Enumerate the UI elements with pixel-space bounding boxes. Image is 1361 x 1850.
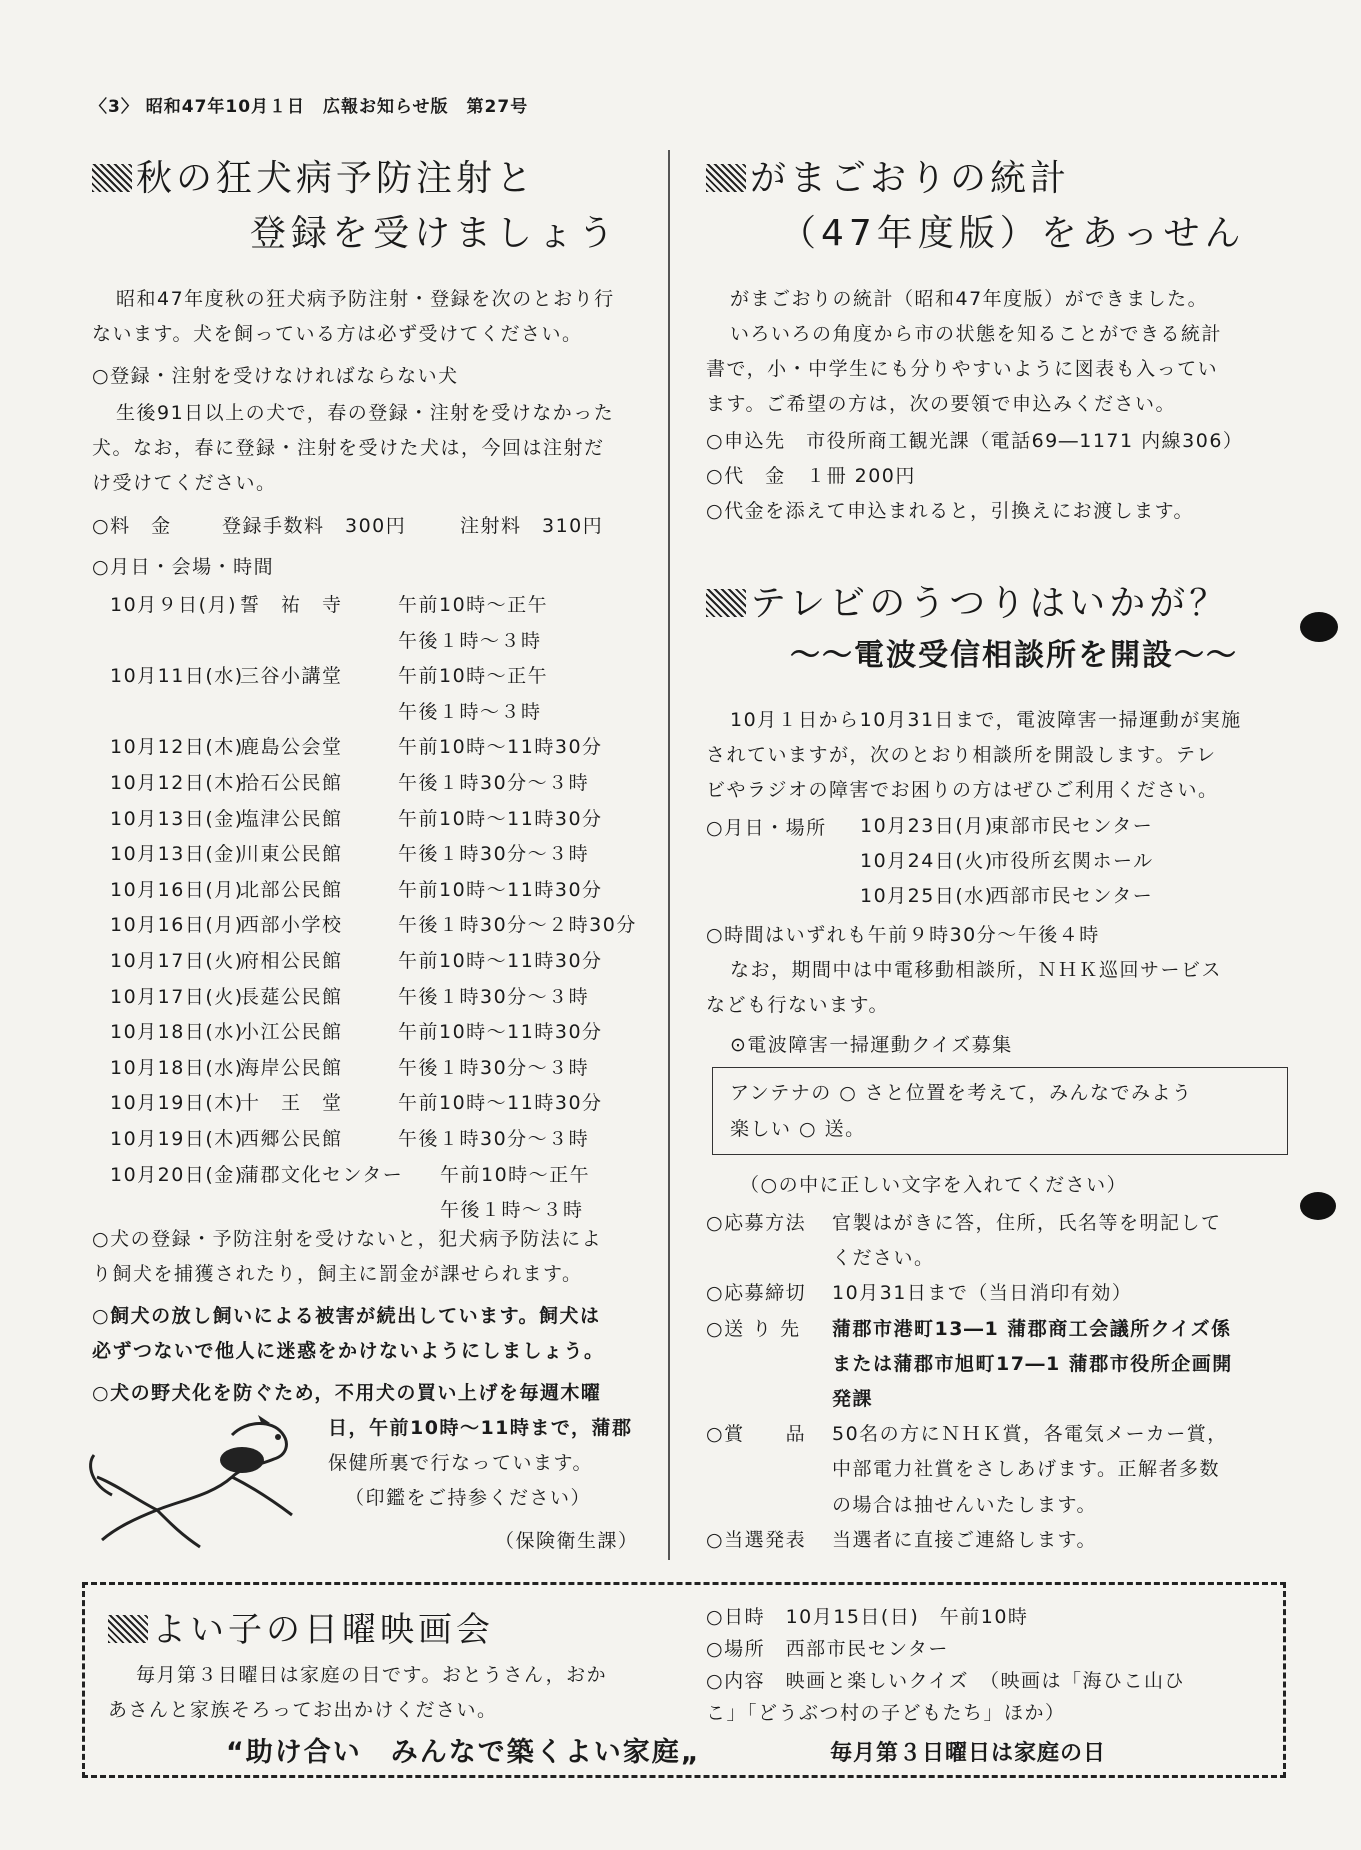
movie-when: ○日時 10月15日(日) 午前10時 [706, 1606, 1029, 1628]
tv-p1: 10月１日から10月31日まで，電波障害一掃運動が実施 [730, 709, 1242, 731]
schedule-place: 小江公民館 [240, 1021, 343, 1044]
tv-detail-text: の場合は抽せんいたします。 [832, 1493, 1097, 1516]
schedule-place: 府相公民館 [240, 950, 343, 972]
ink-blot [1300, 612, 1338, 642]
schedule-place: 塩津公民館 [240, 807, 343, 830]
rabies-fee-registration: 登録手数料 300円 [222, 515, 407, 537]
tv-time: ○時間はいずれも午前９時30分～午後４時 [706, 924, 1100, 946]
schedule-time: 午後１時30分～２時30分 [398, 914, 637, 937]
tv-detail-text: 蒲郡市港町13―1 蒲郡商工会議所クイズ係 [832, 1317, 1232, 1340]
rabies-fee-label: ○料 金 [92, 515, 172, 537]
tv-venue-place: 市役所玄関ホール [990, 850, 1154, 872]
tv-detail-label: ○送 り 先 [706, 1317, 801, 1340]
stats-payment: ○代金を添えて申込まれると，引換えにお渡します。 [706, 500, 1195, 522]
stats-price: ○代 金 １冊 200円 [706, 465, 916, 487]
rabies-note3-a: ○犬の野犬化を防ぐため，不用犬の買い上げを毎週木曜 [92, 1382, 602, 1404]
movie-title: よい子の日曜映画会 [108, 1602, 494, 1651]
tv-detail-text: または蒲郡市旭町17―1 蒲郡市役所企画開 [832, 1352, 1233, 1375]
rabies-note3-d: （印鑑をご持参ください） [345, 1487, 592, 1509]
tv-detail-text: 10月31日まで（当日消印有効） [832, 1282, 1133, 1305]
schedule-place: 三谷小講堂 [240, 665, 343, 688]
schedule-date: 10月16日(月) [110, 878, 244, 901]
schedule-date: 10月16日(月) [110, 914, 244, 937]
schedule-place: 海岸公民館 [240, 1056, 343, 1079]
tv-quiz-hint: （○の中に正しい文字を入れてください） [740, 1174, 1128, 1196]
stats-apply: ○申込先 市役所商工観光課（電話69―1171 内線306） [706, 430, 1244, 452]
schedule-place: 拾石公民館 [240, 772, 343, 794]
stats-p4: ます。ご希望の方は，次の要領で申込みください。 [706, 393, 1176, 415]
schedule-time: 午前10時～11時30分 [398, 807, 603, 830]
rabies-note1-b: り飼犬を捕獲されたり，飼主に罰金が課せられます。 [92, 1263, 583, 1285]
rabies-note2-b: 必ずつないで他人に迷惑をかけないようにしましょう。 [92, 1340, 605, 1362]
rabies-title-line2: 登録を受けましょう [250, 213, 620, 254]
rabies-intro-1: 昭和47年度秋の狂犬病予防注射・登録を次のとおり行 [116, 288, 615, 310]
schedule-date: 10月18日(水) [110, 1056, 244, 1079]
movie-p2: あさんと家族そろってお出かけください。 [108, 1699, 498, 1721]
schedule-time: 午前10時～正午 [440, 1163, 591, 1186]
tv-note2: なども行ないます。 [706, 994, 889, 1016]
schedule-time: 午前10時～正午 [398, 594, 549, 616]
schedule-date: 10月13日(金) [110, 843, 244, 866]
schedule-time: 午後１時30分～３時 [398, 772, 590, 794]
schedule-time: 午後１時30分～３時 [398, 1056, 590, 1079]
heading-mark-icon [92, 164, 132, 192]
rabies-title-line1: 秋の狂犬病予防注射と [92, 150, 536, 201]
rabies-note2-a: ○飼犬の放し飼いによる被害が続出しています。飼犬は [92, 1305, 601, 1327]
tv-detail-label: ○賞 品 [706, 1423, 807, 1446]
schedule-place: 西郷公民館 [240, 1128, 343, 1150]
schedule-date: 10月17日(火) [110, 950, 244, 972]
tv-venue-place: 西部市民センター [990, 885, 1154, 907]
column-divider [668, 150, 670, 1560]
tv-quiz-line1: アンテナの ○ さと位置を考えて，みんなでみよう [730, 1082, 1193, 1104]
movie-slogan: “助け合い みんなで築くよい家庭„ [226, 1737, 701, 1768]
schedule-date: 10月19日(木) [110, 1092, 244, 1115]
tv-quiz-head: ⊙電波障害一掃運動クイズ募集 [730, 1034, 1013, 1056]
schedule-time: 午後１時30分～３時 [398, 843, 590, 866]
rabies-target-3: け受けてください。 [92, 472, 277, 494]
schedule-place: 蒲郡文化センター [240, 1163, 404, 1186]
schedule-date: 10月11日(水) [110, 665, 244, 688]
schedule-date: 10月18日(水) [110, 1021, 244, 1044]
stats-p3: 書で，小・中学生にも分りやすいように図表も入ってい [706, 358, 1219, 380]
schedule-date: 10月13日(金) [110, 807, 244, 830]
tv-detail-text: ください。 [832, 1247, 935, 1270]
schedule-date: 10月12日(木) [110, 736, 244, 759]
rabies-fee-injection: 注射料 310円 [460, 515, 604, 537]
schedule-time: 午後１時30分～３時 [398, 1128, 590, 1150]
schedule-time: 午後１時～３時 [440, 1199, 584, 1222]
schedule-place: 誓 祐 寺 [240, 594, 343, 616]
rabies-target-2: 犬。なお，春に登録・注射を受けた犬は，今回は注射だ [92, 437, 605, 459]
tv-detail-label: ○応募締切 [706, 1282, 807, 1305]
schedule-place: 長莚公民館 [240, 985, 343, 1008]
tv-detail-text: 官製はがきに答，住所，氏名等を明記して [832, 1212, 1222, 1234]
tv-title-line1: テレビのうつりはいかが？ [706, 575, 1229, 626]
tv-p3: ビやラジオの障害でお困りの方はぜひご利用ください。 [706, 779, 1219, 801]
schedule-time: 午前10時～11時30分 [398, 1092, 603, 1115]
stats-title-line2: （47年度版）をあっせん [780, 213, 1246, 254]
tv-detail-label: ○当選発表 [706, 1528, 807, 1551]
movie-content-2: こ」「どうぶつ村の子どもたち」ほか） [706, 1702, 1066, 1724]
page-header: 〈3〉 昭和47年10月１日 広報お知らせ版 第27号 [90, 97, 529, 117]
schedule-place: 西部小学校 [240, 914, 343, 937]
tv-place-label: ○月日・場所 [706, 817, 827, 839]
stats-title-line1: がまごおりの統計 [706, 150, 1070, 201]
tv-detail-text: 50名の方にＮＨＫ賞，各電気メーカー賞， [832, 1423, 1228, 1446]
schedule-date: 10月17日(火) [110, 985, 244, 1008]
schedule-time: 午前10時～11時30分 [398, 1021, 603, 1044]
schedule-time: 午後１時30分～３時 [398, 985, 590, 1008]
schedule-place: 鹿島公会堂 [240, 736, 343, 759]
heading-mark-icon [706, 589, 746, 617]
tv-venue-date: 10月25日(水) [860, 885, 994, 907]
schedule-time: 午後１時～３時 [398, 700, 542, 723]
schedule-time: 午前10時～11時30分 [398, 950, 603, 972]
tv-detail-text: 発課 [832, 1388, 874, 1410]
schedule-date: 10月19日(木) [110, 1128, 244, 1150]
movie-p1: 毎月第３日曜日は家庭の日です。おとうさん，おか [136, 1664, 608, 1686]
rabies-schedule-head: ○月日・会場・時間 [92, 556, 275, 578]
schedule-time: 午前10時～11時30分 [398, 736, 603, 759]
schedule-date: 10月20日(金) [110, 1163, 244, 1186]
tv-venue-date: 10月24日(火) [860, 850, 994, 872]
tv-detail-text: 中部電力社賞をさしあげます。正解者多数 [832, 1458, 1220, 1481]
rabies-department: （保険衛生課） [495, 1530, 639, 1552]
movie-where: ○場所 西部市民センター [706, 1638, 949, 1660]
tv-quiz-line2: 楽しい ○ 送。 [730, 1118, 866, 1140]
rabies-intro-2: ないます。犬を飼っている方は必ず受けてください。 [92, 323, 583, 345]
ink-blot [1300, 1192, 1336, 1220]
tv-venue-place: 東部市民センター [990, 815, 1154, 837]
schedule-time: 午後１時～３時 [398, 629, 542, 652]
heading-mark-icon [706, 164, 746, 192]
rabies-target-head: ○登録・注射を受けなければならない犬 [92, 365, 459, 387]
movie-content-1: ○内容 映画と楽しいクイズ （映画は「海ひこ山ひ [706, 1670, 1185, 1692]
tv-note1: なお，期間中は中電移動相談所，ＮＨＫ巡回サービス [730, 959, 1223, 981]
schedule-time: 午前10時～11時30分 [398, 878, 603, 901]
schedule-place: 十 王 堂 [240, 1092, 343, 1115]
rabies-note3-b: 日，午前10時～11時まで，蒲郡 [328, 1417, 633, 1439]
stats-p2: いろいろの角度から市の状態を知ることができる統計 [730, 323, 1223, 345]
tv-venue-date: 10月23日(月) [860, 815, 994, 837]
tv-p2: されていますが，次のとおり相談所を開設します。テレ [706, 744, 1217, 766]
movie-slogan-2: 毎月第３日曜日は家庭の日 [830, 1741, 1107, 1766]
tv-title-line2: ～～電波受信相談所を開設～～ [790, 638, 1238, 673]
running-dog-illustration [82, 1415, 307, 1555]
tv-detail-text: 当選者に直接ご連絡します。 [832, 1528, 1097, 1551]
rabies-target-1: 生後91日以上の犬で，春の登録・注射を受けなかった [116, 402, 615, 424]
schedule-place: 北部公民館 [240, 878, 343, 901]
heading-mark-icon [108, 1615, 148, 1643]
rabies-note3-c: 保健所裏で行なっています。 [328, 1452, 593, 1474]
schedule-date: 10月９日(月) [110, 594, 238, 616]
stats-p1: がまごおりの統計（昭和47年度版）ができました。 [730, 288, 1209, 310]
schedule-time: 午前10時～正午 [398, 665, 549, 688]
tv-detail-label: ○応募方法 [706, 1212, 807, 1234]
rabies-note1-a: ○犬の登録・予防注射を受けないと，犯犬病予防法によ [92, 1228, 603, 1250]
schedule-date: 10月12日(木) [110, 772, 244, 794]
schedule-place: 川東公民館 [240, 843, 343, 866]
